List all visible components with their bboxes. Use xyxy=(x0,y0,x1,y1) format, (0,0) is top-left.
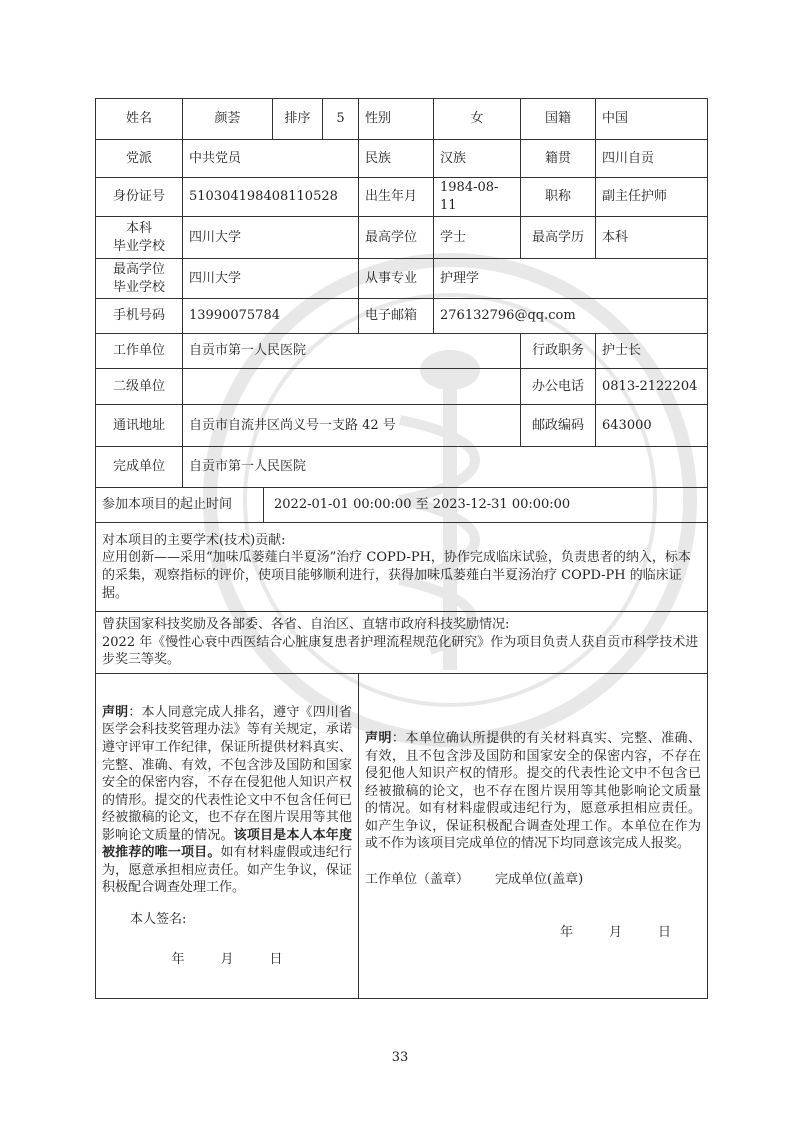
origin-value: 四川自贡 xyxy=(596,140,708,178)
period-cell xyxy=(96,488,708,523)
degree-school-label-line1: 最高学位 xyxy=(112,261,165,277)
name-value: 颜荟 xyxy=(183,99,273,140)
form-row-party xyxy=(96,140,708,178)
date-month: 月 xyxy=(220,951,234,967)
admin-post-label: 行政职务 xyxy=(521,334,596,369)
awards-cell xyxy=(96,612,708,674)
complete-unit-stamp-label: 完成单位(盖章) xyxy=(495,871,584,887)
contribution-label: 对本项目的主要学术(技术)贡献: xyxy=(102,532,286,548)
name-label: 姓名 xyxy=(96,99,183,140)
personal-signature-label: 本人签名: xyxy=(130,911,187,927)
birth-value: 1984-08-11 xyxy=(434,178,521,217)
form-row-phone xyxy=(96,299,708,334)
undergrad-label-line1: 本科 xyxy=(125,220,152,236)
contribution-cell xyxy=(96,523,708,612)
form-row-contribution xyxy=(96,523,708,612)
party-value: 中共党员 xyxy=(183,140,359,178)
form-row-undergrad xyxy=(96,217,708,259)
id-value: 510304198408110528 xyxy=(183,178,359,217)
award-nominee-form xyxy=(95,98,708,999)
personal-declaration-unique-project: 该项目是本人本年度被推荐的唯一项目。 xyxy=(102,827,352,861)
sub-unit-label: 二级单位 xyxy=(96,369,183,405)
rank-value: 5 xyxy=(323,99,359,140)
major-label: 从事专业 xyxy=(359,259,434,299)
awards-text: 2022 年《慢性心衰中西医结合心脏康复患者护理流程规范化研究》作为项目负责人获自贡市科学技术进步奖三等奖。 xyxy=(102,634,699,668)
title-label: 职称 xyxy=(521,178,596,217)
form-row-complete-unit xyxy=(96,447,708,488)
unit-declaration-body: ：本单位确认所提供的有关材料真实、完整、准确、有效，且不包含涉及国防和国家安全的保密内容，不存在侵犯他人知识产权的情形。提交的代表性论文中不包含已经被撤稿的论文，也不存在图片误用等其他影响论文质量的情况。如有材料虚假或违纪行为，愿意承担相应责任。如产生争议，保证积极配合调查处理工作。本单位在作为或不作为该项目完成单位的情况下均同意该完成人报奖。 xyxy=(365,731,701,852)
contribution-text: 应用创新——采用“加味瓜蒌薤白半夏汤”治疗 COPD-PH，协作完成临床试验，负责患者的纳入，标本的采集，观察指标的评价，使项目能够顺利进行，获得加味瓜蒌薤白半夏汤治疗 COPD-PH 的临床证据。 xyxy=(102,550,691,601)
gender-value: 女 xyxy=(434,99,521,140)
email-label: 电子邮箱 xyxy=(359,299,434,334)
personal-declaration-body-end: 如有材料虚假或违纪行为，愿意承担相应责任。如产生争议，保证积极配合调查处理工作。 xyxy=(102,845,352,896)
party-label: 党派 xyxy=(96,140,183,178)
form-row-awards xyxy=(96,612,708,674)
form-row-degree-school xyxy=(96,259,708,299)
personal-declaration-body: ：本人同意完成人排名，遵守《四川省医学会科技奖管理办法》等有关规定，承诺遵守评审工作纪律，保证所提供材料真实、完整、准确、有效，不包含涉及国防和国家安全的保密内容，不存在侵犯他人知识产权的情形。提交的代表性论文中不包含任何已经被撤稿的论文，也不存在图片误用等其他影响论文质量的情况。 xyxy=(102,704,352,843)
undergrad-label-line2: 毕业学校 xyxy=(112,238,165,254)
date-day: 日 xyxy=(657,925,671,941)
email-value: 276132796@qq.com xyxy=(434,299,708,334)
postcode-value: 643000 xyxy=(596,405,708,447)
form-row-sub-unit xyxy=(96,369,708,405)
unit-declaration-heading: 声明 xyxy=(365,731,392,747)
work-unit-value: 自贡市第一人民医院 xyxy=(183,334,521,369)
personal-declaration xyxy=(96,674,359,999)
ethnicity-label: 民族 xyxy=(359,140,434,178)
admin-post-value: 护士长 xyxy=(596,334,708,369)
complete-unit-label: 完成单位 xyxy=(96,447,183,488)
edu-value: 本科 xyxy=(596,217,708,259)
unit-stamps xyxy=(365,871,701,889)
page-number: 33 xyxy=(391,1050,409,1065)
birth-label: 出生年月 xyxy=(359,178,434,217)
date-year: 年 xyxy=(171,951,185,967)
undergrad-value: 四川大学 xyxy=(183,217,359,259)
form-row-address xyxy=(96,405,708,447)
degree-school-label-line2: 毕业学校 xyxy=(112,279,165,295)
origin-label: 籍贯 xyxy=(521,140,596,178)
nationality-value: 中国 xyxy=(596,99,708,140)
major-value: 护理学 xyxy=(434,259,708,299)
degree-label: 最高学位 xyxy=(359,217,434,259)
nationality-label: 国籍 xyxy=(521,99,596,140)
address-value: 自贡市自流井区尚义号一支路 42 号 xyxy=(183,405,521,447)
complete-unit-value: 自贡市第一人民医院 xyxy=(183,447,708,488)
date-month: 月 xyxy=(608,925,622,941)
phone-value: 13990075784 xyxy=(183,299,359,334)
unit-declaration xyxy=(359,674,708,999)
office-phone-label: 办公电话 xyxy=(521,369,596,405)
awards-label: 曾获国家科技奖励及各部委、各省、自治区、直辖市政府科技奖励情况: xyxy=(102,617,510,633)
office-phone-value: 0813-2122204 xyxy=(596,369,708,405)
edu-label: 最高学历 xyxy=(521,217,596,259)
title-value: 副主任护师 xyxy=(596,178,708,217)
form-row-name xyxy=(96,99,708,140)
phone-label: 手机号码 xyxy=(96,299,183,334)
unit-signature-date xyxy=(365,924,701,942)
rank-label: 排序 xyxy=(273,99,323,140)
address-label: 通讯地址 xyxy=(96,405,183,447)
date-day: 日 xyxy=(269,951,283,967)
date-year: 年 xyxy=(559,925,573,941)
id-label: 身份证号 xyxy=(96,178,183,217)
form-row-work-unit xyxy=(96,334,708,369)
period-label: 参加本项目的起止时间 xyxy=(96,488,264,522)
work-unit-label: 工作单位 xyxy=(96,334,183,369)
form-row-id xyxy=(96,178,708,217)
undergrad-label xyxy=(96,217,183,259)
personal-declaration-heading: 声明 xyxy=(102,704,129,720)
gender-label: 性别 xyxy=(359,99,434,140)
postcode-label: 邮政编码 xyxy=(521,405,596,447)
form-row-declarations xyxy=(96,674,708,999)
form-row-period xyxy=(96,488,708,523)
personal-declaration-text xyxy=(102,704,352,897)
period-value: 2022-01-01 00:00:00 至 2023-12-31 00:00:00 xyxy=(274,497,571,513)
unit-declaration-text xyxy=(365,730,701,853)
degree-value: 学士 xyxy=(434,217,521,259)
personal-signature-date xyxy=(102,951,352,969)
degree-school-label xyxy=(96,259,183,299)
degree-school-value: 四川大学 xyxy=(183,259,359,299)
sub-unit-value xyxy=(183,369,521,405)
work-unit-stamp-label: 工作单位（盖章） xyxy=(365,871,470,887)
ethnicity-value: 汉族 xyxy=(434,140,521,178)
